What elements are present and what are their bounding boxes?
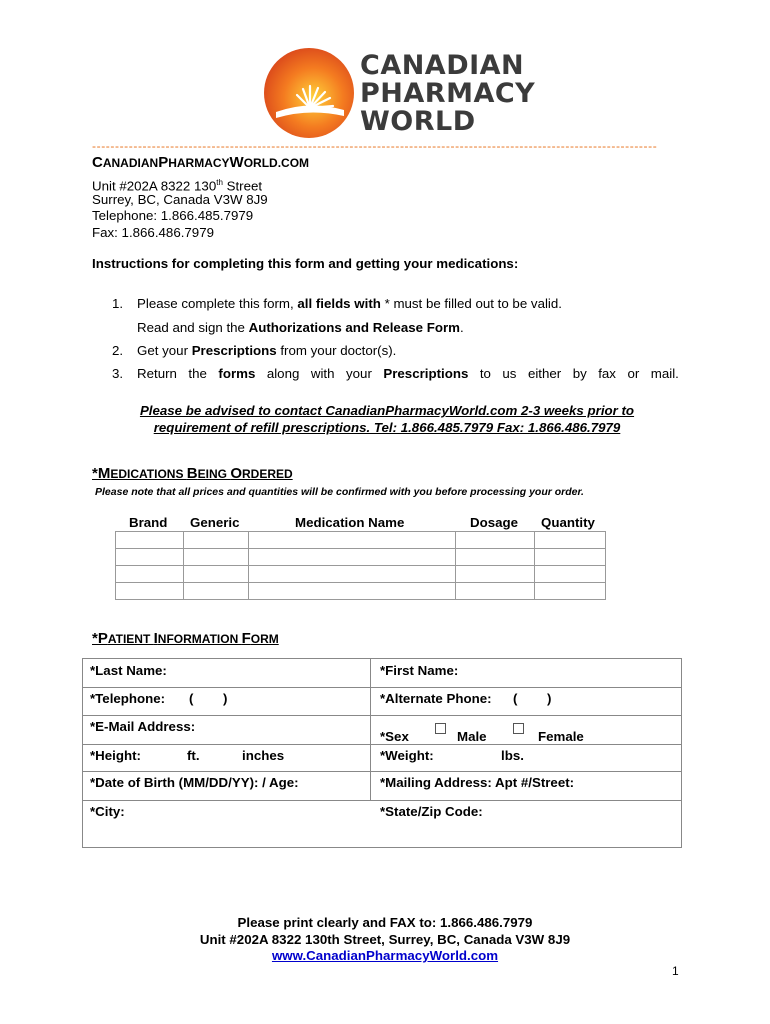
telephone-field[interactable]: *Telephone:: [90, 691, 166, 706]
logo-line-2: PHARMACY: [360, 78, 536, 109]
brand-cell[interactable]: [116, 583, 184, 600]
logo-line-1: CANADIAN: [360, 50, 525, 81]
footer-address-line: Unit #202A 8322 130th Street, Surrey, BC, Canada V3W 8J9: [199, 932, 571, 947]
quantity-cell[interactable]: [535, 583, 606, 600]
logo-line-3: WORLD: [360, 106, 476, 137]
word: the: [188, 366, 207, 381]
dosage-cell[interactable]: [456, 566, 535, 583]
mailing-address-field[interactable]: *Mailing Address: Apt #/Street:: [380, 775, 575, 790]
word: by: [572, 366, 587, 381]
male-checkbox[interactable]: [435, 723, 446, 734]
company-telephone: Telephone: 1.866.485.7979: [92, 208, 254, 223]
dob-age-field[interactable]: *Date of Birth (MM/DD/YY): / Age:: [90, 775, 299, 790]
list-number: 1.: [112, 296, 124, 311]
column-header-brand: Brand: [129, 515, 168, 530]
table-row: [116, 583, 606, 600]
quantity-cell[interactable]: [535, 566, 606, 583]
female-label: Female: [538, 729, 584, 744]
column-header-quantity: Quantity: [541, 515, 595, 530]
row-divider: [83, 744, 681, 745]
row-divider: [83, 771, 681, 772]
medication-name-cell[interactable]: [249, 566, 456, 583]
generic-cell[interactable]: [184, 532, 249, 549]
instructions-title: Instructions for completing this form and getting your medications:: [92, 256, 519, 271]
medication-name-cell[interactable]: [249, 549, 456, 566]
medication-name-cell[interactable]: [249, 583, 456, 600]
word: or: [627, 366, 640, 381]
company-address: Unit #202A 8322 130th Street: [92, 178, 263, 194]
list-number: 3.: [112, 366, 124, 381]
word: either: [527, 366, 562, 381]
dosage-cell[interactable]: [456, 583, 535, 600]
generic-cell[interactable]: [184, 549, 249, 566]
generic-cell[interactable]: [184, 583, 249, 600]
word: to: [479, 366, 491, 381]
height-ft-label: ft.: [187, 748, 200, 763]
row-divider: [83, 715, 681, 716]
word: us: [502, 366, 517, 381]
column-divider: [370, 659, 371, 801]
brand-cell[interactable]: [116, 532, 184, 549]
alternate-phone-field[interactable]: *Alternate Phone:: [380, 691, 492, 706]
footer-website-row: [0, 948, 770, 963]
column-header-dosage: Dosage: [470, 515, 519, 530]
notice-line-1: Please be advised to contact CanadianPharmacyWorld.com 2-3 weeks prior to: [139, 403, 635, 418]
alternate-phone-area-code[interactable]: ( ): [513, 691, 552, 706]
column-header-medication-name: Medication Name: [295, 515, 405, 530]
word: your: [346, 366, 372, 381]
brand-cell[interactable]: [116, 566, 184, 583]
email-field[interactable]: *E-Mail Address:: [90, 719, 196, 734]
company-city: Surrey, BC, Canada V3W 8J9: [92, 192, 268, 207]
generic-cell[interactable]: [184, 566, 249, 583]
notice-line-2: requirement of refill prescriptions. Tel: 1.866.485.7979 Fax: 1.866.486.7979: [153, 420, 621, 435]
column-header-generic: Generic: [190, 515, 240, 530]
row-divider: [83, 687, 681, 688]
quantity-cell[interactable]: [535, 532, 606, 549]
state-zip-field[interactable]: *State/Zip Code:: [380, 804, 483, 819]
weight-field[interactable]: *Weight:: [380, 748, 434, 763]
instruction-item-1: Please complete this form, all fields with * must be filled out to be valid.: [137, 296, 562, 311]
page-number: 1: [672, 964, 679, 978]
dosage-cell[interactable]: [456, 549, 535, 566]
medications-note: Please note that all prices and quantities will be confirmed with you before processing your order.: [95, 486, 584, 498]
list-number: 2.: [112, 343, 124, 358]
medications-table: [115, 531, 606, 600]
medication-name-cell[interactable]: [249, 532, 456, 549]
table-row: [116, 549, 606, 566]
footer-fax-line: Please print clearly and FAX to: 1.866.486.7979: [237, 915, 533, 930]
row-divider: [83, 800, 681, 801]
instruction-item-2: Get your Prescriptions from your doctor(s).: [137, 343, 397, 358]
city-field[interactable]: *City:: [90, 804, 125, 819]
word: Return: [137, 366, 177, 381]
company-fax: Fax: 1.866.486.7979: [92, 225, 214, 240]
female-checkbox[interactable]: [513, 723, 524, 734]
height-inches-label: inches: [242, 748, 285, 763]
word: forms: [218, 366, 256, 381]
word: fax: [598, 366, 616, 381]
quantity-cell[interactable]: [535, 549, 606, 566]
height-field[interactable]: *Height:: [90, 748, 141, 763]
instruction-item-1-line-2: Read and sign the Authorizations and Release Form.: [137, 320, 464, 335]
company-name: CANADIANPHARMACYWORLD.COM: [92, 154, 310, 171]
word: mail.: [650, 366, 679, 381]
patient-form: [82, 658, 682, 848]
word: with: [310, 366, 335, 381]
website-link[interactable]: www.CanadianPharmacyWorld.com: [271, 948, 499, 963]
weight-lbs-label: lbs.: [501, 748, 524, 763]
brand-cell[interactable]: [116, 549, 184, 566]
word: Prescriptions: [383, 366, 469, 381]
table-row: [116, 566, 606, 583]
dosage-cell[interactable]: [456, 532, 535, 549]
sex-label: *Sex: [380, 729, 409, 744]
instruction-item-3: [137, 366, 679, 381]
divider-line: ---------------------------------------------------------------------------------------------------------------------------: [92, 139, 658, 153]
telephone-area-code[interactable]: ( ): [189, 691, 228, 706]
male-label: Male: [457, 729, 487, 744]
medications-heading: *MEDICATIONS BEING ORDERED: [92, 465, 293, 482]
patient-heading: *PATIENT INFORMATION FORM: [92, 630, 279, 647]
last-name-field[interactable]: *Last Name:: [90, 663, 167, 678]
table-row: [116, 532, 606, 549]
first-name-field[interactable]: *First Name:: [380, 663, 459, 678]
sun-logo-icon: [262, 46, 356, 140]
word: along: [266, 366, 300, 381]
